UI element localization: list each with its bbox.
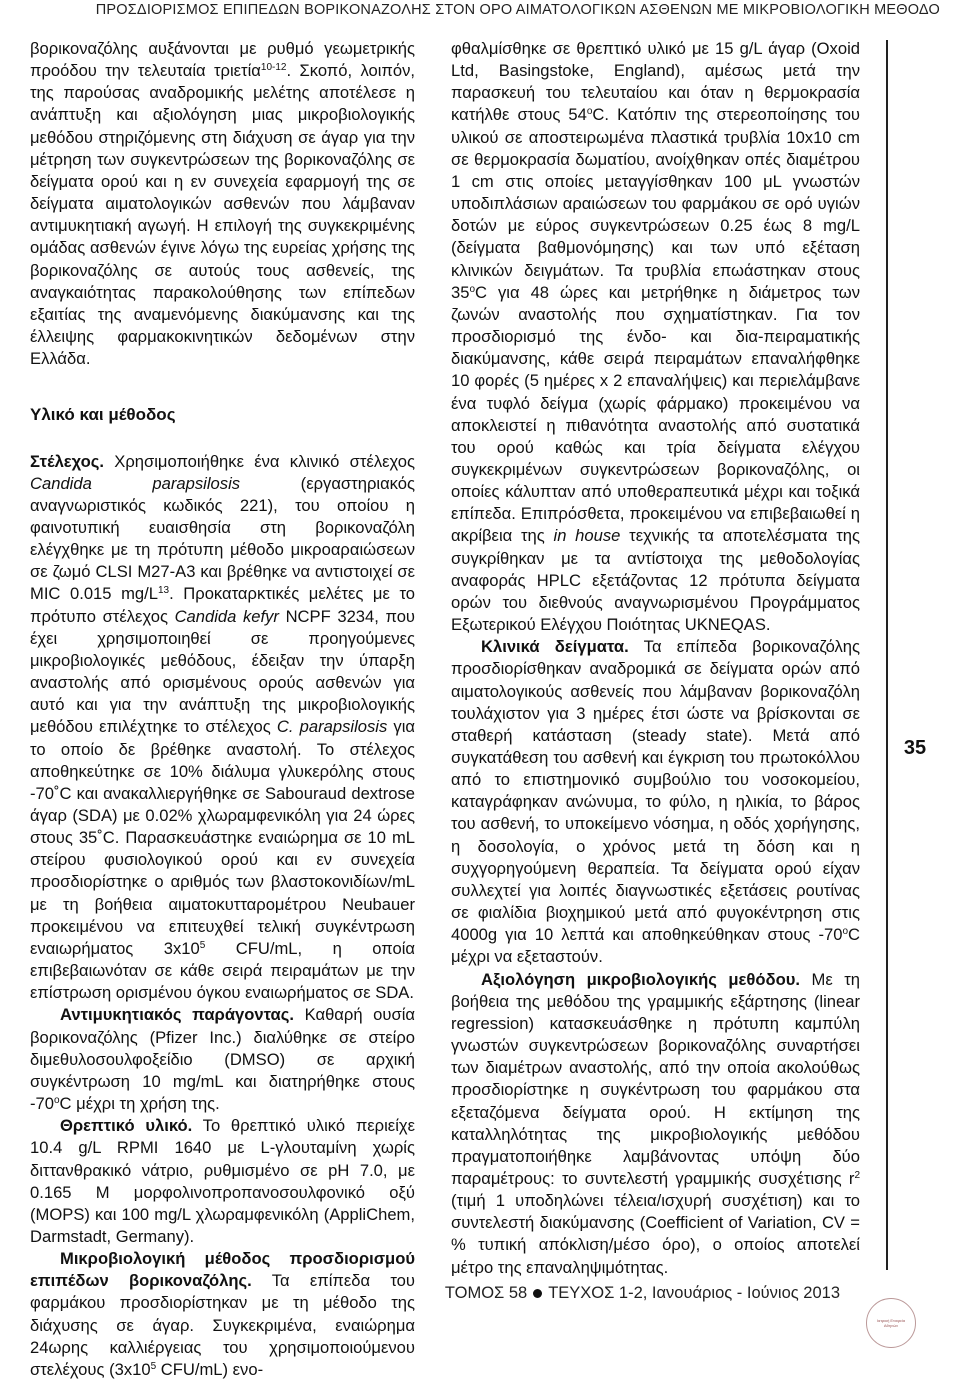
society-seal-icon xyxy=(866,1298,916,1348)
footer-issue: ΤΕΥΧΟΣ 1-2, Ιανουάριος - Ιούνιος 2013 xyxy=(548,1284,840,1302)
strain-title: Στέλεχος. xyxy=(30,451,104,471)
evaluation-paragraph: Αξιολόγηση μικροβιολογικής μεθόδου. Με τη βοήθεια της μεθόδου της γραμμικής εξάρτησης (linear regression) κατασκευάσθηκε η πρότυπη καμπύλη γνωστών συγκεντρώσεων βορικοναζόλης συναρτήσει των διαμέτρων αναστολής, από την οποία ακολούθως προσδιορίστηκε η συγκέντρωση του φαρμάκου στα εξεταζόμενα δείγματα ορού. Η εκτίμηση της καταλληλότητας της μικροβιολογικής μεθόδου πραγματοποιήθηκε λαμβάνοντας υπόψη δύο παραμέτρους: το συντελεστή γραμμικής συσχέτισης $r^2$ (τιμή 1 υποδηλώνει τέλεια/ισχυρή συσχέτιση) και το συντελεστή διακύμανσης (Coefficient of Variation, CV = % τυπική απόκλιση/μέσο όρο), ο οποίος αποτελεί μέτρο της επαναληψιμότητας. xyxy=(451,969,860,1277)
medium-paragraph: Θρεπτικό υλικό. Το θρεπτικό υλικό περιείχε 10.4 g/L RPMI 1640 με L-γλουταμίνη χωρίς διττανθρακικό νάτριο, ρυθμισμένο σε pH 7.0, με 0.165 M μορφολινοπροπανοσουλφονικό οξύ (MOPS) και 100 mg/L χλωραμφενικόλη (AppliChem, Darmstadt, Germany). xyxy=(30,1116,415,1246)
strain-paragraph: Στέλεχος. Χρησιμοποιήθηκε ένα κλινικό στέλεχος Candida parapsilosis (εργαστηριακός αναγνωριστικός κωδικός 221), του οποίου η φαινοτυπική ευαισθησία στη βορικοναζόλη ελέγχθηκε με τη πρότυπη μέθοδο μικροαραιώσεων σε ζωμό CLSI M27-A3 και βρέθηκε να αντιστοιχεί σε MIC 0.015 $mg/L^{13}$. Προκαταρκτικές μελέτες με το πρότυπο στέλεχος Candida kefyr NCPF 3234, που έχει χρησιμοποιηθεί σε προηγούμενες μικροβιολογικές μεθόδους, έδειξαν την ύπαρξη αναστολής από ορισμένους ορούς ασθενών για αυτό και για την ανάπτυξη της μικροβιολογικής μεθόδου επιλέχτηκε το στέλεχος C. parapsilosis για το οποίο δε βρέθηκε αναστολή. Το στέλεχος αποθηκεύτηκε σε 10% διάλυμα γλυκερόλης στους -70˚C και ανακαλλιεργήθηκε σε Sabouraud dextrose άγαρ (SDA) με 0.02% χλωραμφενικόλη για 24 ώρες στους 35˚C. Παρασκευάστηκε εναιώρημα σε 10 mL στείρου φυσιολογικού ορού και εν συνεχεία προσδιορίστηκε ο αριθμός των βλαστοκονιδίων/mL με τη βοήθεια αιματοκυτταρομέτρου Neubauer προκειμένου να επιτευχθεί τελική συγκέντρωση εναιωρήματος $3x10^5$ CFU/mL, η οποία επιβεβαιωνόταν σε κάθε σειρά πειραμάτων με την επίστρωση ορισμένου όγκου εναιωρήματος σε SDA. xyxy=(30,451,416,1003)
evaluation-title: Αξιολόγηση μικροβιολογικής μεθόδου. xyxy=(481,969,801,989)
page-number: 35 xyxy=(903,737,927,759)
right-column xyxy=(451,38,860,1279)
footer-volume: ΤΟΜΟΣ 58 xyxy=(444,1284,528,1302)
medium-title: Θρεπτικό υλικό. xyxy=(60,1116,193,1136)
agent-title: Αντιμυκητιακός παράγοντας. xyxy=(60,1005,294,1025)
bullet-icon xyxy=(533,1289,542,1298)
seal-text: Ιατρική Εταιρεία Αθηνών xyxy=(876,1318,906,1328)
method-paragraph: Μικροβιολογική μέθοδος προσδιορισμού επιπέδων βορικοναζόλης. Τα επίπεδα του φαρμάκου προσδιορίστηκαν με τη μέθοδο της διάχυσης σε άγαρ. Συγκεκριμένα, εναιώρημα 24ωρης καλλιέργειας του χρησιμοποιούμενου στελέχους ($3x10^5$ CFU/mL) ενο- xyxy=(30,1249,415,1379)
margin-rule xyxy=(886,40,888,1270)
footer xyxy=(400,1284,840,1303)
method-title: Μικροβιολογική μέθοδος προσδιορισμού επιπέδων βορικοναζόλης. xyxy=(30,1249,415,1291)
agent-paragraph: Αντιμυκητιακός παράγοντας. Καθαρή ουσία βορικοναζόλης (Pfizer Inc.) διαλύθηκε σε στείρο διμεθυλοσουλφοξείδιο (DMSO) σε αρχική συγκέντρωση 10 mg/mL και διατηρήθηκε στους -70$^o$C μέχρι τη χρήση της. xyxy=(30,1005,415,1114)
section-heading: Υλικό και μέθοδος xyxy=(30,405,176,425)
running-head: ΠΡΟΣΔΙΟΡΙΣΜΟΣ ΕΠΙΠΕΔΩΝ ΒΟΡΙΚΟΝΑΖΟΛΗΣ ΣΤΟΝ ΟΡΟ ΑΙΜΑΤΟΛΟΓΙΚΩΝ ΑΣΘΕΝΩΝ ΜΕ ΜΙΚΡΟΒΙΟΛΟΓΙΚΗ ΜΕΘΟΔΟ xyxy=(95,2,940,18)
clinical-paragraph: Κλινικά δείγματα. Τα επίπεδα βορικοναζόλης προσδιορίσθηκαν αναδρομικά σε δείγματα ορών από αιματολογικούς ασθενείς που λάμβαναν βορικοναζόλη τουλάχιστον για 3 ημέρες έτσι ώστε να βρίσκονται σε σταθερή κατάσταση (steady state). Μετά από συγκατάθεση του ασθενή και έγκριση του πρωτοκόλλου από το επιστημονικό συμβούλιο του νοσοκομείου, καταγράφηκαν ανώνυμα, το φύλο, η ηλικία, το βάρος του ασθενή, το υποκείμενο νόσημα, η οδός χορήγησης, η δοσολογία, ο χρόνος μετά τη δόση και η συχγορηγούμενη θεραπεία. Τα δείγματα ορού είχαν συλλεχτεί για λοιπές διαγνωστικές εξετάσεις ρουτίνας σε φιαλίδια βιοχημικού μετά από φυγοκέντρηση στις 4000g για 10 λεπτά και αποθηκεύθηκαν στους -70$^o$C μέχρι να εξεταστούν. xyxy=(451,637,861,967)
clinical-title: Κλινικά δείγματα. xyxy=(481,637,629,657)
method-continued-paragraph: φθαλμίσθηκε σε θρεπτικό υλικό με 15 g/L άγαρ (Oxoid Ltd, Basingstoke, England), αμέσως μετά την παρασκευή του τελευταίου και όταν η θερμοκρασία κατήλθε στους 54$^o$C. Κατόπιν της στερεοποίησης του υλικού σε αποστειρωμένα πλαστικά τρυβλία 10x10 cm σε θερμοκρασία δωματίου, ανοίχθηκαν οπές διαμέτρου 1 cm στις οποίες μεταγγίσθηκαν 100 μL γνωστών υποδιπλάσιων αραιώσεων του φαρμάκου σε ορό υγιών δοτών με εύρος συγκεντρώσεων 0.25 έως 8 mg/L (δείγματα βαθμονόμησης) και των υπό εξέταση κλινικών δειγμάτων. Τα τρυβλία επωάστηκαν στους 35$^o$C για 48 ώρες και μετρήθηκε η διάμετρος των ζωνών αναστολής που σχηματίστηκαν. Για τον προσδιορισμό της ένδο- και δια-πειραματικής διακύμανσης, κάθε σειρά πειραμάτων επαναλήφθηκε 10 φορές (5 ημέρες x 2 επαναλήψεις) και περιελάμβανε ένα τυφλό δείγμα (χωρίς φάρμακο) προκειμένου να αποκλειστεί η πιθανότητα αναστολής από συστατικά του ορού καθώς και τρία δείγματα ελέγχου συγκεκριμένων συγκεντρώσεων βορικοναζόλης, οι οποίες κάλυπταν από υποθεραπευτικά μέχρι και τοξικά επίπεδα. Επιπρόσθετα, προκειμένου να επιβεβαιωθεί η ακρίβεια της in house τεχνικής τα αποτελέσματα της συγκρίθηκαν με τα αντίστοιχα της μεθοδολογίας αναφοράς HPLC εξετάζοντας 12 πρότυπα δείγματα ορών του διεθνούς αναγνωρισμένου Προγράμματος Εξωτερικού Ελέγχου Ποιότητας UKNEQAS. xyxy=(451,39,860,635)
left-column xyxy=(30,38,415,1381)
intro-paragraph: βορικοναζόλης αυξάνονται με ρυθμό γεωμετρικής προόδου την τελευταία τριετία$^{10-12}$. Σκοπό, λοιπόν, της παρούσας αναδρομικής μελέτης αποτέλεσε η ανάπτυξη και αξιολόγηση μιας μικροβιολογικής μεθόδου στηριζόμενης στη διάχυση σε άγαρ για την μέτρηση των συγκεντρώσεων της βορικοναζόλης σε δείγματα ορού και η εν συνεχεία εφαρμογή της σε δείγματα αιματολογικών ασθενών που λάμβαναν αντιμυκητιακή αγωγή. Η επιλογή της συγκεκριμένης ομάδας ασθενών έγινε λόγω της ευρείας χρήσης της βορικοναζόλης σε αυτούς τους ασθενείς, της αναγκαιότητας παρακολούθησης των επίπεδων εξαιτίας της αναμενόμενης διακύμανσης και της έλλειψης φαρμακοκινητικών δεδομένων στην Ελλάδα. xyxy=(30,39,416,369)
